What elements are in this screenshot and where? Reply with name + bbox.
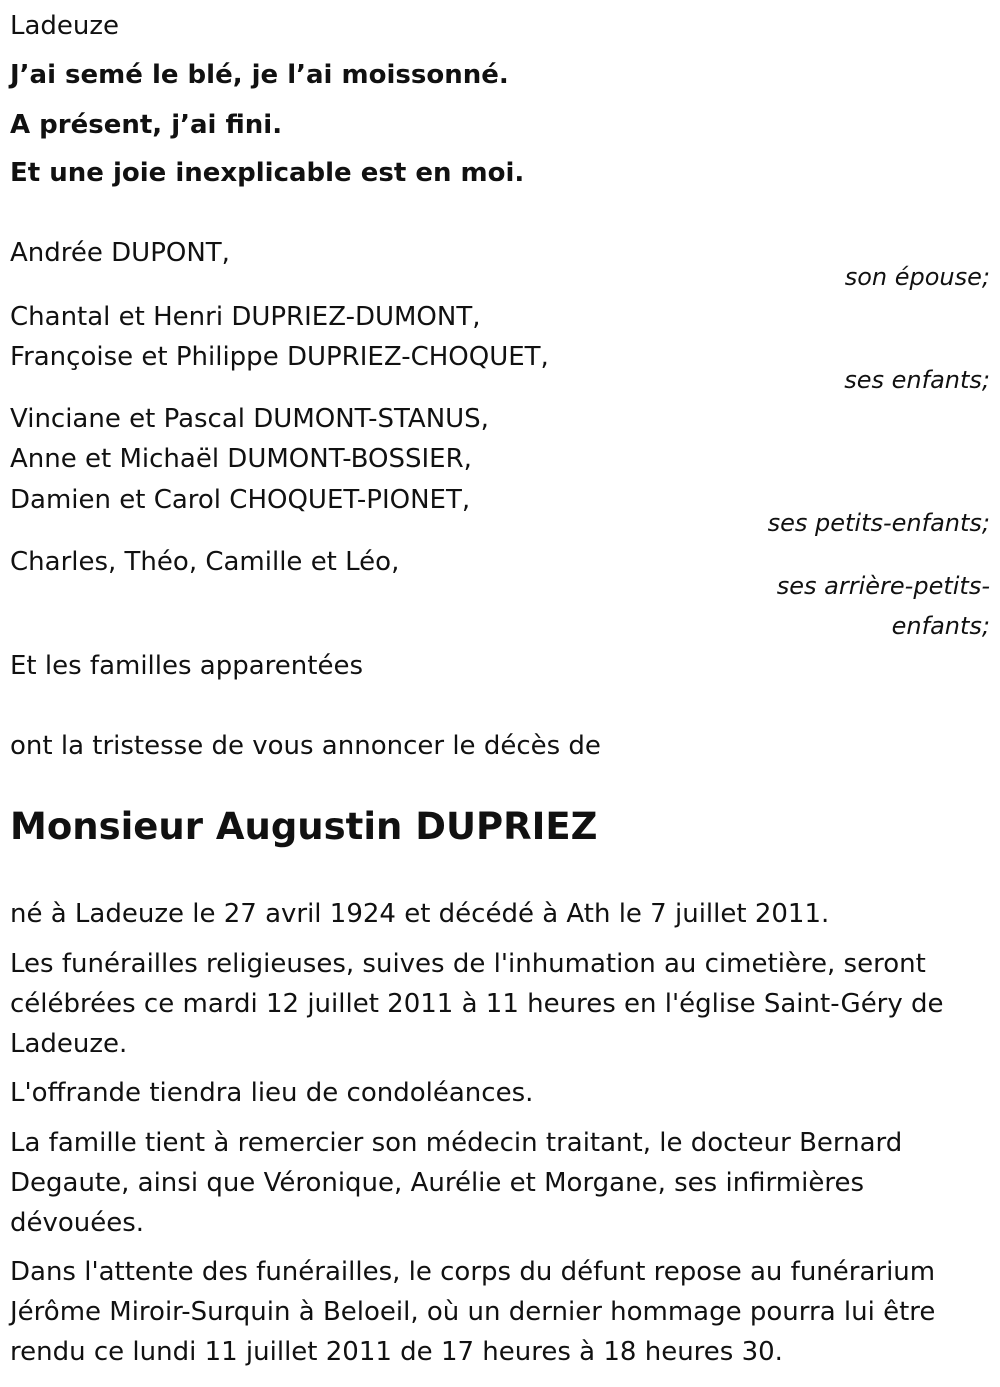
- great-grandchildren-names: Charles, Théo, Camille et Léo,: [10, 547, 400, 577]
- poem-line-3: Et une joie inexplicable est en moi.: [10, 158, 525, 188]
- thanks-paragraph: La famille tient à remercier son médecin traitant, le docteur Bernard Degaute, ainsi que Véronique, Aurélie et Morgane, ses infirmières dévouées.: [10, 1128, 903, 1238]
- relatives-line: Et les familles apparentées: [10, 651, 364, 681]
- offering-paragraph: L'offrande tiendra lieu de condoléances.: [10, 1078, 534, 1108]
- great-grandchildren-role-line-1: ses arrière-petits-: [776, 572, 990, 600]
- viewing-paragraph: Dans l'attente des funérailles, le corps du défunt repose au funérarium Jérôme Miroir-Surquin à Beloeil, où un dernier hommage pourra lui être rendu ce lundi 11 juillet 2011 de 17 heures à 18 heures 30.: [10, 1257, 936, 1367]
- spouse-name: Andrée DUPONT,: [10, 238, 230, 268]
- poem-line-2: A présent, j’ai fini.: [10, 110, 283, 140]
- funeral-paragraph: Les funérailles religieuses, suives de l'inhumation au cimetière, seront célébrées ce mardi 12 juillet 2011 à 11 heures en l'église Saint-Géry de Ladeuze.: [10, 949, 944, 1059]
- child-name: Chantal et Henri DUPRIEZ-DUMONT,: [10, 302, 481, 332]
- poem-line-1: J’ai semé le blé, je l’ai moissonné.: [10, 60, 509, 90]
- great-grandchildren-role-line-2: enfants;: [891, 612, 990, 640]
- place-header: Ladeuze: [10, 11, 120, 41]
- grandchild-name: Vinciane et Pascal DUMONT-STANUS,: [10, 404, 489, 434]
- spouse-role: son épouse;: [844, 263, 990, 291]
- grandchild-name: Damien et Carol CHOQUET-PIONET,: [10, 485, 471, 515]
- grandchild-name: Anne et Michaël DUMONT-BOSSIER,: [10, 444, 472, 474]
- child-name: Françoise et Philippe DUPRIEZ-CHOQUET,: [10, 342, 549, 372]
- deceased-name: Monsieur Augustin DUPRIEZ: [10, 805, 598, 848]
- birth-death-paragraph: né à Ladeuze le 27 avril 1924 et décédé à Ath le 7 juillet 2011.: [10, 899, 830, 929]
- announcement-line: ont la tristesse de vous annoncer le décès de: [10, 731, 601, 761]
- grandchildren-role: ses petits-enfants;: [767, 509, 990, 537]
- children-role: ses enfants;: [844, 366, 990, 394]
